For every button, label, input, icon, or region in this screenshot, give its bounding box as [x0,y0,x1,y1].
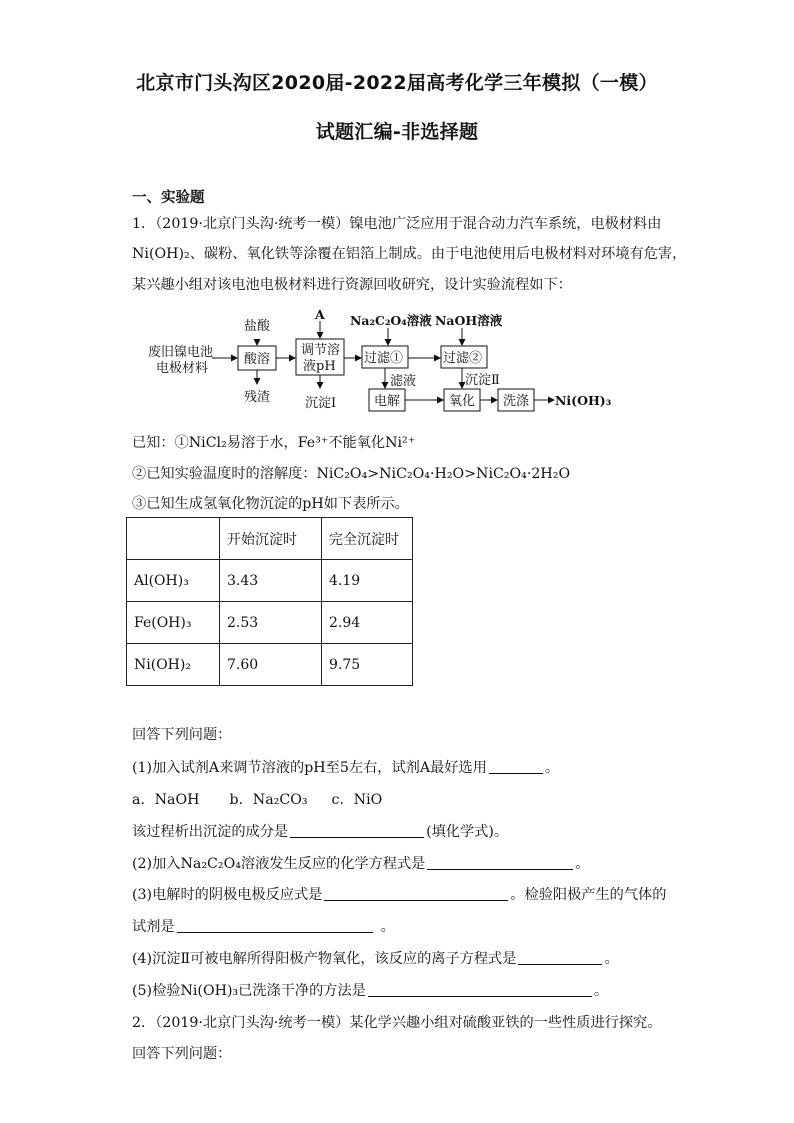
question-2-text: (2)加入Na₂C₂O₄溶液发生反应的化学方程式是 [132,856,426,872]
answer-blank[interactable] [368,982,592,997]
q1-intro-line-3: 某兴趣小组对该电池电极材料进行资源回收研究，设计实验流程如下： [132,277,572,293]
question-1-text: (1)加入试剂A来调节溶液的pH至5左右，试剂A最好选用 [132,760,487,776]
question-5-text: (5)检验Ni(OH)₃已洗涤干净的方法是 [132,983,366,999]
table-cell: 2.53 [220,602,322,644]
flow-precipitate-2-label: 沉淀Ⅱ [465,373,500,388]
question-4 [132,948,619,968]
table-cell: 4.19 [322,560,413,602]
answer-blank[interactable] [489,759,543,774]
question-1b-end: (填化学式)。 [426,824,509,840]
table-row [127,602,413,644]
question-3-text: (3)电解时的阴极电极反应式是 [132,887,323,903]
flow-hcl-label: 盐酸 [244,319,271,334]
known-3: ③已知生成氢氧化物沉淀的pH如下表所示。 [132,496,409,512]
flow-precipitate-1-label: 沉淀Ⅰ [305,396,337,411]
option-c: c．NiO [331,792,383,808]
question-1b [132,821,508,841]
answer-blank[interactable] [427,855,573,870]
table-cell: Al(OH)₃ [127,560,220,602]
answer-blank[interactable] [518,950,602,965]
option-b: b．Na₂CO₃ [229,792,308,808]
question-3b-text: 试剂是 [132,919,175,935]
table-cell: 7.60 [220,644,322,686]
table-row [127,560,413,602]
question-5 [132,980,608,1000]
page-subtitle: 试题汇编-非选择题 [315,121,479,143]
flow-source-label-2: 电极材料 [156,361,209,376]
flow-acid-dissolve-label: 酸溶 [244,352,271,367]
answer-blank[interactable] [290,823,424,838]
known-2: ②已知实验温度时的溶解度：NiC₂O₄>NiC₂O₄·H₂O>NiC₂O₄·2H₂O [132,466,571,482]
question-4-text: (4)沉淀Ⅱ可被电解所得阳极产物氧化，该反应的离子方程式是 [132,951,517,967]
known-1: 已知：①NiCl₂易溶于水，Fe³⁺不能氧化Ni²⁺ [132,435,416,451]
flow-filter-2-label: 过滤② [443,351,483,366]
q1-intro-line-1: 1．（2019·北京门头沟·统考一模）镍电池广泛应用于混合动力汽车系统，电极材料由 [132,216,662,232]
question-3-mid: 。检验阳极产生的气体的 [510,887,667,903]
q1-intro-line-2: Ni(OH)₂、碳粉、氧化铁等涂覆在铝箔上制成。由于电池使用后电极材料对环境有危害， [132,246,687,262]
answer-blank[interactable] [324,886,508,901]
flow-oxalate-label: Na₂C₂O₄溶液 [350,313,432,328]
q2-intro: 2．（2019·北京门头沟·统考一模）某化学兴趣小组对硫酸亚铁的一些性质进行探究。 [132,1015,662,1031]
flow-filter-1-label: 过滤① [364,351,404,366]
answer-blank[interactable] [177,918,373,933]
answer-prompt: 回答下列问题： [132,727,232,743]
page-title: 北京市门头沟区2020届-2022届高考化学三年模拟（一模） [136,72,658,94]
flow-filtrate-label: 滤液 [390,374,417,389]
flow-naoh-label: NaOH溶液 [435,313,503,328]
question-1b-text: 该过程析出沉淀的成分是 [132,824,289,840]
table-cell: 3.43 [220,560,322,602]
question-3 [132,884,666,904]
flow-oxidation-label: 氧化 [449,394,476,409]
table-cell: 2.94 [322,602,413,644]
option-a: a．NaOH [132,792,200,808]
table-header-cell [127,518,220,560]
table-header-row [127,518,413,560]
question-5-end: 。 [593,983,609,999]
ph-table [126,517,413,686]
question-2 [132,853,590,873]
question-3b [132,916,395,936]
question-2-end: 。 [575,856,590,872]
table-row [127,644,413,686]
table-header-cell: 开始沉淀时 [220,518,322,560]
flow-washing-label: 洗涤 [503,394,530,409]
flow-residue-label: 残渣 [244,390,271,405]
table-header-cell: 完全沉淀时 [322,518,413,560]
table-cell: Fe(OH)₃ [127,602,220,644]
table-cell: Ni(OH)₂ [127,644,220,686]
question-1-end: 。 [544,760,560,776]
flow-source-label: 废旧镍电池 [148,345,214,360]
question-4-end: 。 [604,951,619,967]
flow-electrolysis-label: 电解 [374,394,401,409]
q2-answer-prompt: 回答下列问题： [132,1046,232,1062]
question-3b-end: 。 [380,919,395,935]
question-1 [132,757,559,777]
flow-adjust-label-2: 液pH [303,359,336,374]
flow-product-label: Ni(OH)₃ [555,393,612,408]
process-flowchart [140,308,620,416]
flow-reagent-a-label: A [315,308,325,322]
question-1-options [132,789,382,809]
table-cell: 9.75 [322,644,413,686]
flow-adjust-label: 调节溶 [301,343,341,358]
section-heading: 一、实验题 [132,190,205,206]
